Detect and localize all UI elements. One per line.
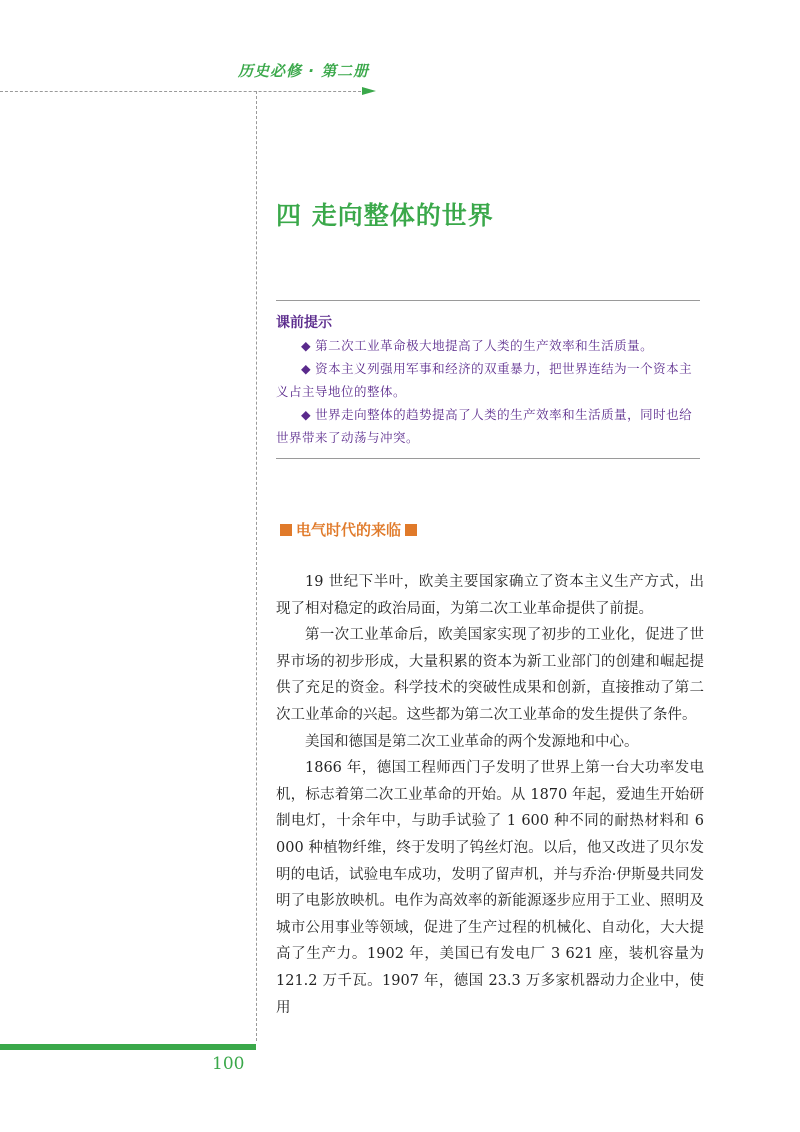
preview-item-text: 资本主义列强用军事和经济的双重暴力，把世界连结为一个资本主义占主导地位的整体。 [276,361,693,399]
diamond-bullet-icon: ◆ [301,361,312,376]
header-dashed-rule [0,91,366,92]
page-number: 100 [212,1054,245,1074]
footer-bar [0,1044,256,1050]
margin-dashed-rule [256,91,257,1041]
body-paragraph: 1866 年，德国工程师西门子发明了世界上第一台大功率发电机，标志着第二次工业革命的开始。从 1870 年起，爱迪生开始研制电灯，十余年中，与助手试验了 1 600 种不同的耐热材料和 6 000 种植物纤维，终于发明了钨丝灯泡。以后，他又改进了贝尔发明的电话，试验电车成功，发明了留声机，并与乔治·伊斯曼共同发明了电影放映机。电作为高效率的新能源逐步应用于工业、照明及城市公用事业等领域，促进了生产过程的机械化、自动化，大大提高了生产力。1902 年，美国已有发电厂 3 621 座，装机容量为 121.2 万千瓦。1907 年，德国 23.3 万多家机器动力企业中，使用 [276,760,704,1016]
preview-item [276,357,704,403]
preview-top-rule [276,300,700,301]
body-paragraph: 19 世纪下半叶，欧美主要国家确立了资本主义生产方式，出现了相对稳定的政治局面，为第二次工业革命提供了前提。 [276,574,704,617]
square-bullet-icon [405,524,417,536]
preview-bottom-rule [276,458,700,459]
section-heading [276,519,421,540]
section-heading-text: 电气时代的来临 [296,521,402,539]
body-paragraph: 第一次工业革命后，欧美国家实现了初步的工业化，促进了世界市场的初步形成，大量积累的资本为新工业部门的创建和崛起提供了充足的资金。科学技术的突破性成果和创新，直接推动了第二次工业革命的兴起。这些都为第二次工业革命的发生提供了条件。 [276,627,704,723]
chapter-title: 四 走向整体的世界 [276,201,494,230]
preview-item [276,334,704,357]
preview-item [276,403,704,449]
diamond-bullet-icon: ◆ [301,338,312,353]
square-bullet-icon [280,524,292,536]
body-paragraph: 美国和德国是第二次工业革命的两个发源地和中心。 [305,733,639,750]
preview-list [276,334,704,449]
preview-item-text: 世界走向整体的趋势提高了人类的生产效率和生活质量，同时也给世界带来了动荡与冲突。 [276,407,693,445]
book-title: 历史必修 · 第二册 [238,62,370,80]
body-text [276,569,704,1021]
diamond-bullet-icon: ◆ [301,407,312,422]
preview-title: 课前提示 [276,315,332,331]
preview-item-text: 第二次工业革命极大地提高了人类的生产效率和生活质量。 [315,338,654,353]
header-arrow-icon [362,87,376,95]
